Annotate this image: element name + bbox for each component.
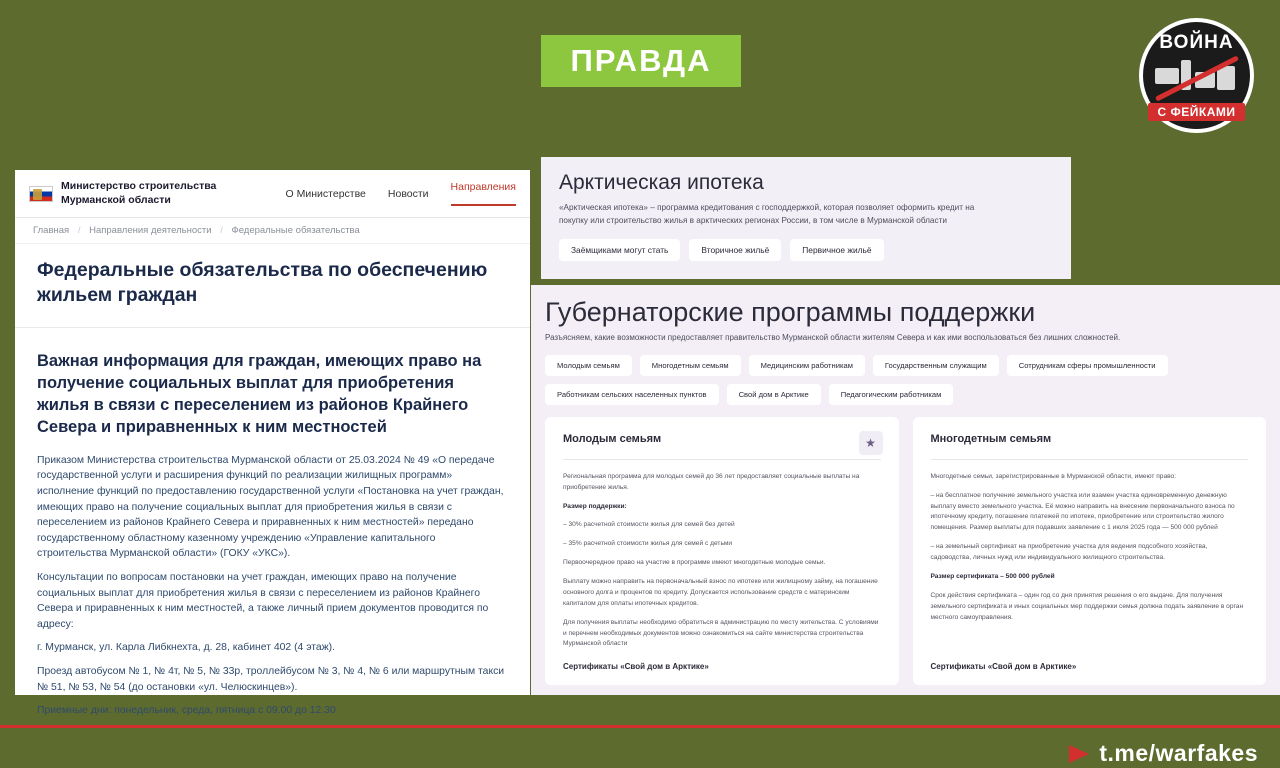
arctic-chip-primary-housing[interactable]: Первичное жильё [790, 239, 883, 261]
article-paragraph: Проезд автобусом № 1, № 4т, № 5, № 33р, троллейбусом № 3, № 4, № 6 или маршрутным такси № 51, № 53, № 54 (до остановки «ул. Челюскинцев»). [37, 666, 505, 693]
section-title: Важная информация для граждан, имеющих право на получение социальных выплат для приобретения жилья в связи с переселением из районов Крайнего Севера и приравненных к ним местностей [37, 351, 482, 437]
chip-own-home-arctic[interactable]: Свой дом в Арктике [727, 384, 821, 405]
arrow-right-icon [1069, 745, 1089, 763]
governor-programs-title: Губернаторские программы поддержки [545, 297, 1036, 327]
site-org-title: Министерство строительства Мурманской области [61, 180, 217, 206]
card-paragraph: Первоочередное право на участие в программе имеют многодетные молодые семьи. [563, 559, 826, 567]
card-title: Молодым семьям [563, 432, 662, 445]
card-paragraph: Выплату можно направить на первоначальный взнос по ипотеке или жилищному займу, на погашение основного долга и процентов по кредиту. Допускается использование средств с материнским капиталом для оплаты ипотечных кредитов. [563, 578, 878, 607]
card-paragraph: Для получения выплаты необходимо обратиться в администрацию по месту жительства. С условиями и перечнем необходимых документов можно ознакомиться на сайте министерства строительства Мурманской области [563, 618, 879, 648]
arctic-chip-secondary-housing[interactable]: Вторичное жильё [689, 239, 781, 261]
warfakes-logo [1139, 18, 1254, 133]
governor-programs-chip-list [531, 355, 1280, 417]
chip-young-families[interactable]: Молодым семьям [545, 355, 632, 376]
arctic-title: Арктическая ипотека [559, 171, 764, 194]
divider [563, 459, 881, 460]
site-nav [286, 181, 516, 206]
article-paragraph: Консультации по вопросам постановки на учет граждан, имеющих право на получение социальных выплат для приобретения жилья в связи с переселением из районов Крайнего Севера и приравненных к ним местностей, а также личный прием документов проводится по адресу: [37, 572, 489, 630]
article-body [15, 443, 530, 719]
pravda-label: ПРАВДА [570, 43, 712, 78]
card-footer-certificates: Сертификаты «Свой дом в Арктике» [563, 661, 709, 671]
arctic-mortgage-screenshot [541, 157, 1071, 279]
card-paragraph: Региональная программа для молодых семей до 36 лет предоставляет социальные выплаты на приобретение жилья. [563, 472, 860, 491]
card-paragraph: Многодетные семьи, зарегистрированные в Мурманской области, имеют право: [930, 472, 1177, 480]
card-title: Многодетным семьям [930, 432, 1052, 445]
channel-link[interactable] [1069, 740, 1258, 767]
card-paragraph-support-size: Размер поддержки: [563, 502, 627, 510]
governor-programs-subtitle: Разъясняем, какие возможности предоставляет правительство Мурманской области жителям Севера и как ими воспользоваться без лишних сложностей. [545, 333, 1121, 342]
breadcrumb [15, 218, 530, 244]
chip-large-families[interactable]: Многодетным семьям [640, 355, 741, 376]
article-paragraph: Приказом Министерства строительства Мурманской области от 25.03.2024 № 49 «О передаче государственной услуги и расширения функций по реализации жилищных программ» исполнение функций по предоставлению государственной услуги «Постановка на учет граждан, имеющих право на получение социальных выплат для приобретения жилья в связи с переселением из районов Крайнего Севера и приравненных к ним местностей» передано государственному областному казенному учреждению «Управление капитального строительства Мурманской области» (ГОКУ «УКС»). [37, 454, 504, 560]
card-paragraph: – 35% расчетной стоимости жилья для семей с детьми [563, 540, 733, 548]
card-paragraph: – на бесплатное получение земельного участка или взамен участка единовременную денежную выплату вместо земельного участка. Её можно направить на внесение первоначального взноса по ипотечному кредиту, погашение платежей по ипотеке, приобретение или строительство жилого помещения. Размер выплаты для подавших заявление с 1 июля 2025 года — 500 000 рублей [930, 491, 1235, 532]
card-paragraph-certificate-size: Размер сертификата – 500 000 рублей [930, 572, 1055, 580]
breadcrumb-separator: / [220, 225, 223, 236]
channel-handle: t.me/warfakes [1099, 740, 1258, 766]
ministry-site-screenshot [15, 170, 530, 717]
logo-bottom-text: С ФЕЙКАМИ [1148, 103, 1246, 121]
family-icon: ★ [859, 431, 883, 455]
card-paragraph: – на земельный сертификат на приобретение участка для ведения подсобного хозяйства, садоводства, личных нужд или индивидуального жилищного строительства. [930, 543, 1208, 562]
breadcrumb-separator: / [77, 225, 81, 236]
bottom-divider [0, 725, 1280, 728]
nav-item-directions[interactable]: Направления [451, 181, 516, 206]
governor-programs-screenshot [531, 285, 1280, 695]
chip-medical-workers[interactable]: Медицинским работникам [749, 355, 865, 376]
card-paragraph: – 30% расчетной стоимости жилья для семей без детей [563, 521, 735, 529]
logo-propaganda-icon [1151, 56, 1243, 100]
article-paragraph: Приемные дни: понедельник, среда, пятница с 09.00 до 12.30 [37, 705, 336, 717]
arctic-description: «Арктическая ипотека» – программа кредитования с господдержкой, которая позволяет оформить кредит на покупку или строительство жилья в арктических регионах России, в том числе в Мурманской области [559, 203, 975, 225]
nav-item-about[interactable]: О Министерстве [285, 187, 366, 200]
chip-teachers[interactable]: Педагогическим работникам [829, 384, 954, 405]
governor-programs-cards [531, 417, 1280, 685]
russian-flag-icon [29, 186, 53, 202]
card-paragraph: Срок действия сертификата – один год со дня принятия решения о его выдаче. Для получения земельного сертификата и иных социальных мер поддержки семья должна подать заявление в орган местного самоуправления. [930, 591, 1244, 621]
card-large-families [913, 417, 1267, 685]
breadcrumb-item-home[interactable]: Главная [33, 225, 70, 236]
chip-rural-workers[interactable]: Работникам сельских населенных пунктов [545, 384, 719, 405]
chip-industry-workers[interactable]: Сотрудникам сферы промышленности [1007, 355, 1168, 376]
card-footer-certificates: Сертификаты «Свой дом в Арктике» [930, 661, 1077, 671]
pravda-badge [541, 35, 741, 87]
divider [931, 459, 1249, 460]
arctic-chip-borrowers[interactable]: Заёмщиками могут стать [559, 239, 680, 261]
breadcrumb-item-directions[interactable]: Направления деятельности [89, 225, 212, 236]
article-paragraph: г. Мурманск, ул. Карла Либкнехта, д. 28, кабинет 402 (4 этаж). [37, 642, 336, 654]
site-header [15, 170, 530, 218]
logo-top-text: ВОЙНА [1159, 32, 1234, 53]
chip-civil-servants[interactable]: Государственным служащим [873, 355, 999, 376]
nav-item-news[interactable]: Новости [387, 187, 429, 200]
breadcrumb-item-current: Федеральные обязательства [231, 225, 360, 236]
arctic-chip-list [559, 239, 1053, 261]
page-title: Федеральные обязательства по обеспечению жильем граждан [15, 244, 530, 328]
card-young-families [545, 417, 899, 685]
